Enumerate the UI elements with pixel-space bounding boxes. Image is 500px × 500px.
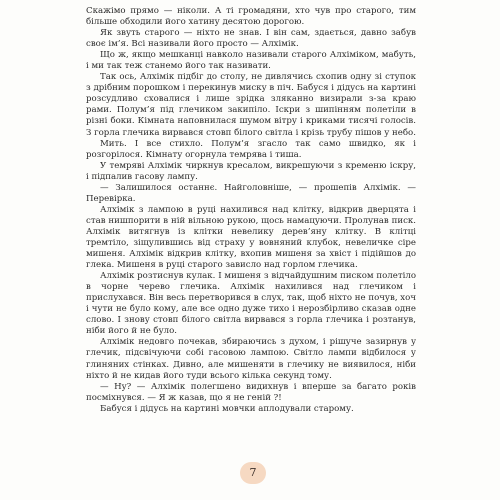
paragraph: Так ось, Алхімік підбіг до столу, не дивлячись схопив одну зі ступок з дрібним порошком і перекинув миску в піч. Бабуся і дідусь на картині розсудливо сховалися і лише зрідка зляканно визирали з-за краю рами. Полум’я під глечиком закипіло. Іскри з шипінням полетіли в різні боки. Кімната наповнилася шумом вітру і криками тисячі голосів. З горла глечика вирвався стовп білого світла і крізь трубу пішов у небо. [86, 72, 416, 138]
paragraph: Алхімік розтиснув кулак. І мишеня з відчайдушним писком полетіло в чорне черево глечика. Алхімік нахилився над глечиком і прислухався. Він весь перетворився в слух, так, щоб ніхто не почув, хоч і чути не було кому, але все одно дуже тихо і нерозбірливо сказав одне слово. І знову стовп білого світла вирвався з горла глечика і розтанув, ніби його й не було. [86, 271, 416, 337]
paragraph: Що ж, якщо мешканці навколо називали старого Алхіміком, мабуть, і ми так теж станемо його так називати. [86, 50, 416, 72]
paragraph: — Ну? — Алхімік полегшено видихнув і вперше за багато років посміхнувся. — Я ж казав, що я не геній ?! [86, 381, 416, 403]
body-text [86, 6, 416, 415]
paragraph: Алхімік недовго почекав, збираючись з духом, і рішуче зазирнув у глечик, підсвічуючи собі гасовою лампою. Світло лампи відбилося у глиняних стінках. Дивно, але мишеняти в глечику не виявилося, ніби ніхто й не кидав його туди всього кілька секунд тому. [86, 337, 416, 381]
paragraph: Мить. І все стихло. Полум’я згасло так само швидко, як і розгорілося. Кімнату огорнула темрява і тиша. [86, 138, 416, 160]
paragraph: Алхімік з лампою в руці нахилився над клітку, відкрив дверцята і став нишпорити в ній вільною рукою, щось намацуючи. Пролунав писк. Алхімік витягнув із клітки невелику дерев’яну клітку. В клітці тремтіло, зіщулившись від страху у вовняний клубок, невеличке сіре мишеня. Алхімік відкрив клітку, вхопив мишеня за хвіст і підійшов до глека. Мишеня в руці старого зависло над горлом глечика. [86, 204, 416, 271]
page-number-badge [240, 462, 266, 484]
paragraph: Скажімо прямо — ніколи. А ті громадяни, хто чув про старого, тим більше обходили його хатину десятою дорогою. [86, 6, 416, 28]
page-number: 7 [249, 466, 257, 479]
paragraph: — Залишилося останнє. Найголовніше, — прошепів Алхімік. — Перевірка. [86, 182, 416, 204]
paragraph: У темряві Алхімік чиркнув креcалом, викрешуючи з кременю іскру, і підпалив гасову лампу. [86, 160, 416, 182]
paragraph: Як звуть старого — ніхто не знав. І він сам, здається, давно забув своє ім’я. Всі називали його просто — Алхімік. [86, 28, 416, 50]
paragraph: Бабуся і дідусь на картині мовчки аплодували старому. [100, 403, 354, 414]
